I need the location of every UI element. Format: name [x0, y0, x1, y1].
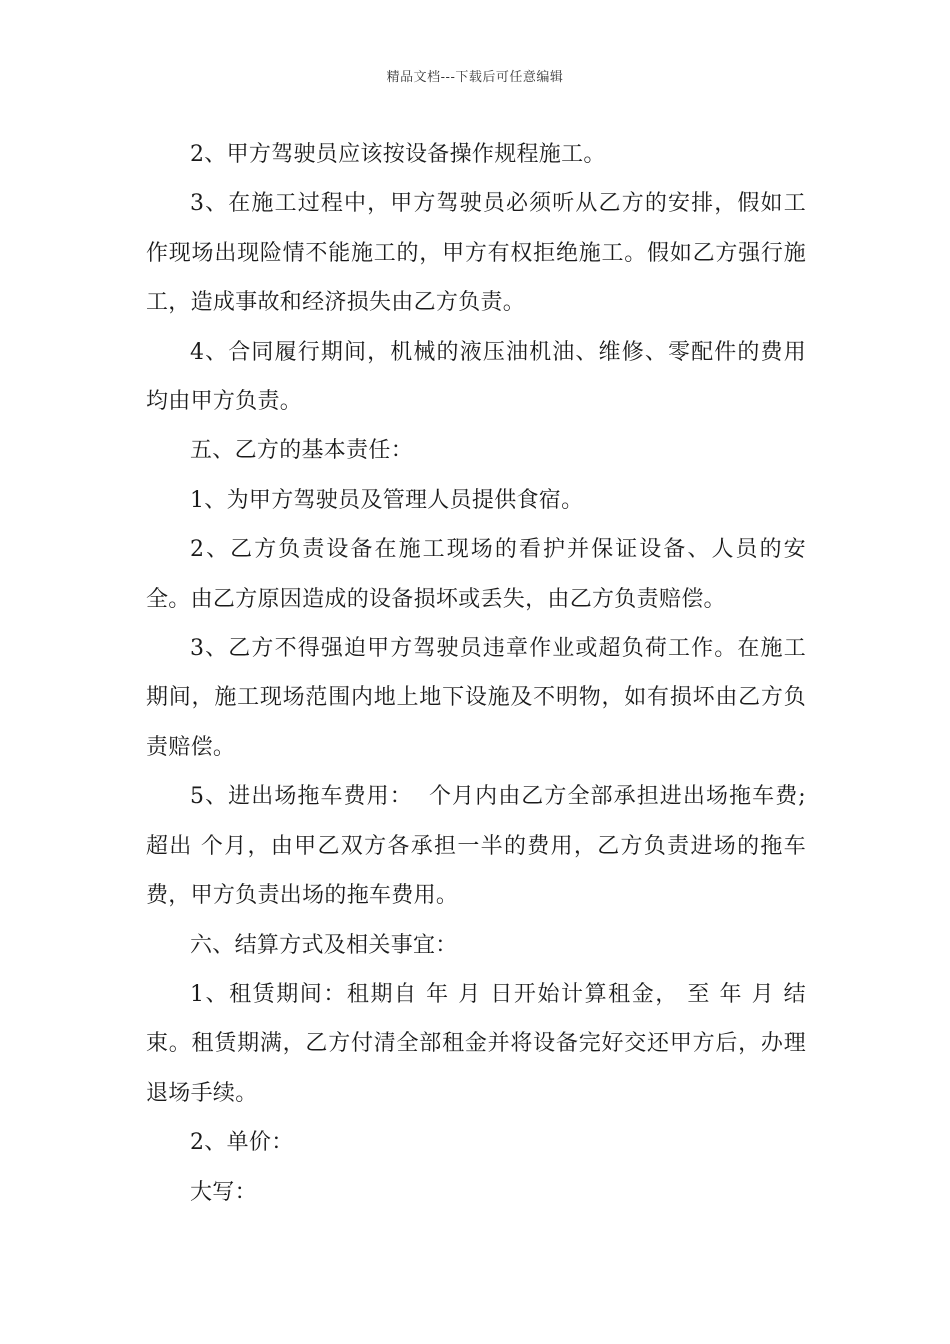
- clause-paragraph: 大写：: [190, 1179, 257, 1205]
- section-heading: 五、乙方的基本责任：: [190, 438, 414, 464]
- clause-paragraph: 2、单价：: [190, 1130, 294, 1156]
- clause-paragraph: 3、乙方不得强迫甲方驾驶员违章作业或超负荷工作。在施工期间，施工现场范围内地上地下设施及不明物，如有损坏由乙方负责赔偿。: [146, 636, 806, 760]
- section-heading: 六、结算方式及相关事宜：: [190, 932, 458, 958]
- clause-paragraph: 3、在施工过程中，甲方驾驶员必须听从乙方的安排，假如工作现场出现险情不能施工的，甲方有权拒绝施工。假如乙方强行施工，造成事故和经济损失由乙方负责。: [146, 191, 806, 316]
- clause-paragraph: 4、合同履行期间，机械的液压油机油、维修、零配件的费用均由甲方负责。: [146, 339, 806, 415]
- clause-paragraph: 1、租赁期间：租期自 年 月 日开始计算租金， 至 年 月 结束。租赁期满，乙方付清全部租金并将设备完好交还甲方后，办理退场手续。: [146, 981, 806, 1106]
- clause-paragraph: 1、为甲方驾驶员及管理人员提供食宿。: [190, 487, 584, 513]
- page-header: 精品文档---下载后可任意编辑: [386, 70, 564, 85]
- clause-paragraph: 2、乙方负责设备在施工现场的看护并保证设备、人员的安全。由乙方原因造成的设备损坏或丢失，由乙方负责赔偿。: [146, 537, 806, 612]
- clause-paragraph: 2、甲方驾驶员应该按设备操作规程施工。: [190, 142, 606, 167]
- document-body: [146, 130, 806, 1217]
- clause-paragraph: 5、进出场拖车费用： 个月内由乙方全部承担进出场拖车费;超出 个月，由甲乙双方各承担一半的费用，乙方负责进场的拖车费，甲方负责出场的拖车费用。: [146, 784, 806, 909]
